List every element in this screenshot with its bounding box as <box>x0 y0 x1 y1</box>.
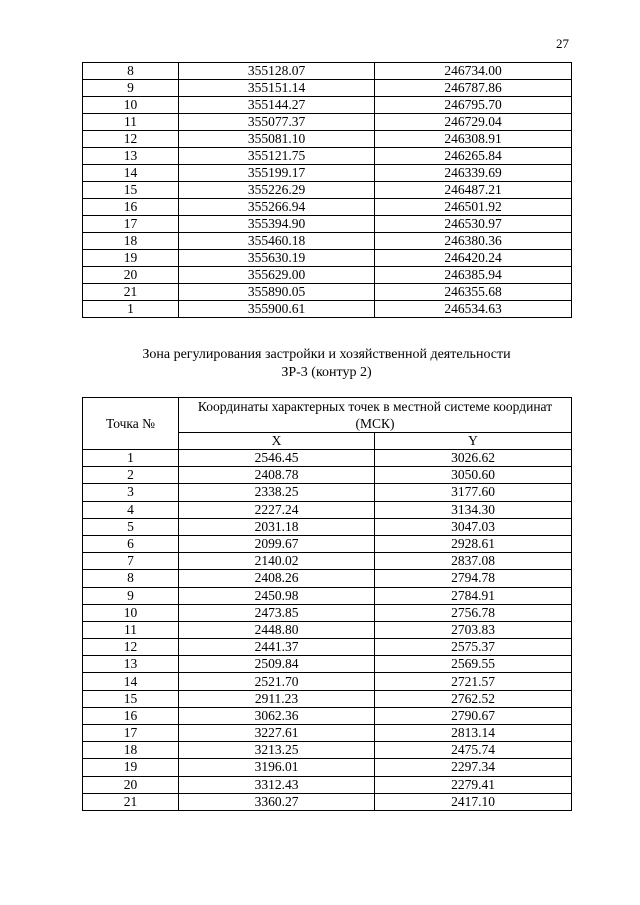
table-row <box>83 97 572 114</box>
cell-y: 2762.52 <box>375 690 572 707</box>
cell-y: 3047.03 <box>375 518 572 535</box>
cell-x: 3312.43 <box>179 776 375 793</box>
cell-point-number: 6 <box>83 535 179 552</box>
cell-point-number: 19 <box>83 250 179 267</box>
table-row <box>83 250 572 267</box>
cell-x: 2509.84 <box>179 656 375 673</box>
table-row <box>83 570 572 587</box>
table1-body <box>83 63 572 318</box>
table-row <box>83 776 572 793</box>
table-row <box>83 450 572 467</box>
cell-y: 246534.63 <box>375 301 572 318</box>
zone-caption <box>82 346 571 382</box>
cell-y: 2417.10 <box>375 793 572 810</box>
cell-y: 246530.97 <box>375 216 572 233</box>
cell-point-number: 10 <box>83 97 179 114</box>
coordinates-table-zr3-contour2 <box>82 397 572 811</box>
table-row <box>83 199 572 216</box>
cell-x: 2450.98 <box>179 587 375 604</box>
cell-point-number: 14 <box>83 673 179 690</box>
cell-x: 3062.36 <box>179 707 375 724</box>
cell-x: 3360.27 <box>179 793 375 810</box>
cell-y: 246308.91 <box>375 131 572 148</box>
cell-x: 2911.23 <box>179 690 375 707</box>
cell-point-number: 9 <box>83 80 179 97</box>
table-row <box>83 656 572 673</box>
table-row <box>83 707 572 724</box>
table-row <box>83 484 572 501</box>
cell-x: 355460.18 <box>179 233 375 250</box>
cell-y: 2575.37 <box>375 639 572 656</box>
cell-x: 2338.25 <box>179 484 375 501</box>
cell-x: 355629.00 <box>179 267 375 284</box>
cell-point-number: 8 <box>83 570 179 587</box>
table-row <box>83 518 572 535</box>
table-row <box>83 267 572 284</box>
caption-line-2: ЗР-3 (контур 2) <box>281 365 372 380</box>
cell-x: 355144.27 <box>179 97 375 114</box>
cell-point-number: 4 <box>83 501 179 518</box>
cell-x: 355199.17 <box>179 165 375 182</box>
table2-header <box>83 398 572 450</box>
cell-x: 2521.70 <box>179 673 375 690</box>
cell-point-number: 15 <box>83 182 179 199</box>
cell-x: 2099.67 <box>179 535 375 552</box>
table-row <box>83 793 572 810</box>
cell-y: 246487.21 <box>375 182 572 199</box>
cell-x: 355077.37 <box>179 114 375 131</box>
caption-line-1: Зона регулирования застройки и хозяйственной деятельности <box>142 347 511 362</box>
cell-point-number: 8 <box>83 63 179 80</box>
cell-x: 2408.78 <box>179 467 375 484</box>
cell-x: 355121.75 <box>179 148 375 165</box>
cell-point-number: 21 <box>83 284 179 301</box>
cell-point-number: 12 <box>83 639 179 656</box>
cell-y: 2756.78 <box>375 604 572 621</box>
cell-y: 2784.91 <box>375 587 572 604</box>
cell-y: 246420.24 <box>375 250 572 267</box>
cell-y: 246380.36 <box>375 233 572 250</box>
table-row <box>83 604 572 621</box>
table-row <box>83 63 572 80</box>
cell-y: 2813.14 <box>375 725 572 742</box>
table-row <box>83 587 572 604</box>
cell-x: 355394.90 <box>179 216 375 233</box>
cell-x: 355226.29 <box>179 182 375 199</box>
cell-point-number: 11 <box>83 621 179 638</box>
cell-x: 2546.45 <box>179 450 375 467</box>
table-row <box>83 284 572 301</box>
cell-point-number: 15 <box>83 690 179 707</box>
table-row <box>83 114 572 131</box>
cell-y: 246795.70 <box>375 97 572 114</box>
cell-y: 3177.60 <box>375 484 572 501</box>
cell-point-number: 18 <box>83 742 179 759</box>
cell-x: 355266.94 <box>179 199 375 216</box>
cell-y: 246787.86 <box>375 80 572 97</box>
header-coordinates: Координаты характерных точек в местной системе координат (МСК) <box>179 398 572 433</box>
cell-x: 355151.14 <box>179 80 375 97</box>
cell-x: 3196.01 <box>179 759 375 776</box>
cell-y: 3026.62 <box>375 450 572 467</box>
table-row <box>83 182 572 199</box>
cell-point-number: 1 <box>83 450 179 467</box>
cell-point-number: 9 <box>83 587 179 604</box>
cell-y: 246265.84 <box>375 148 572 165</box>
cell-point-number: 1 <box>83 301 179 318</box>
cell-point-number: 21 <box>83 793 179 810</box>
cell-y: 2569.55 <box>375 656 572 673</box>
cell-x: 2448.80 <box>179 621 375 638</box>
cell-x: 355081.10 <box>179 131 375 148</box>
cell-y: 2475.74 <box>375 742 572 759</box>
header-y: Y <box>375 433 572 450</box>
table-row <box>83 80 572 97</box>
table-row <box>83 301 572 318</box>
cell-point-number: 13 <box>83 656 179 673</box>
cell-y: 246385.94 <box>375 267 572 284</box>
cell-point-number: 16 <box>83 199 179 216</box>
table-row <box>83 233 572 250</box>
cell-y: 246355.68 <box>375 284 572 301</box>
cell-point-number: 5 <box>83 518 179 535</box>
cell-x: 2408.26 <box>179 570 375 587</box>
cell-point-number: 16 <box>83 707 179 724</box>
table-row <box>83 535 572 552</box>
cell-x: 2031.18 <box>179 518 375 535</box>
cell-point-number: 20 <box>83 776 179 793</box>
cell-point-number: 2 <box>83 467 179 484</box>
table-row <box>83 690 572 707</box>
cell-y: 2928.61 <box>375 535 572 552</box>
cell-y: 2297.34 <box>375 759 572 776</box>
table-row <box>83 621 572 638</box>
cell-y: 246734.00 <box>375 63 572 80</box>
cell-x: 2227.24 <box>179 501 375 518</box>
cell-y: 246729.04 <box>375 114 572 131</box>
table-row <box>83 553 572 570</box>
cell-point-number: 11 <box>83 114 179 131</box>
table-row <box>83 759 572 776</box>
table-row <box>83 639 572 656</box>
cell-x: 2473.85 <box>179 604 375 621</box>
table-row <box>83 501 572 518</box>
header-point-number: Точка № <box>83 398 179 450</box>
cell-y: 2790.67 <box>375 707 572 724</box>
cell-point-number: 7 <box>83 553 179 570</box>
cell-x: 2140.02 <box>179 553 375 570</box>
cell-x: 3213.25 <box>179 742 375 759</box>
cell-point-number: 18 <box>83 233 179 250</box>
table2-body <box>83 450 572 811</box>
cell-x: 2441.37 <box>179 639 375 656</box>
header-x: X <box>179 433 375 450</box>
table-row <box>83 742 572 759</box>
table-row <box>83 148 572 165</box>
cell-point-number: 17 <box>83 725 179 742</box>
cell-y: 2279.41 <box>375 776 572 793</box>
table-row <box>83 673 572 690</box>
cell-y: 2703.83 <box>375 621 572 638</box>
cell-point-number: 17 <box>83 216 179 233</box>
cell-point-number: 10 <box>83 604 179 621</box>
table-row <box>83 131 572 148</box>
page-number: 27 <box>556 36 569 51</box>
table-row <box>83 216 572 233</box>
cell-x: 355128.07 <box>179 63 375 80</box>
cell-point-number: 12 <box>83 131 179 148</box>
cell-point-number: 13 <box>83 148 179 165</box>
cell-point-number: 19 <box>83 759 179 776</box>
coordinates-table-continued <box>82 62 572 318</box>
cell-y: 246501.92 <box>375 199 572 216</box>
cell-x: 355900.61 <box>179 301 375 318</box>
cell-y: 2794.78 <box>375 570 572 587</box>
cell-point-number: 3 <box>83 484 179 501</box>
cell-x: 3227.61 <box>179 725 375 742</box>
cell-y: 3050.60 <box>375 467 572 484</box>
cell-y: 246339.69 <box>375 165 572 182</box>
table-row <box>83 725 572 742</box>
cell-x: 355630.19 <box>179 250 375 267</box>
cell-x: 355890.05 <box>179 284 375 301</box>
cell-point-number: 20 <box>83 267 179 284</box>
cell-y: 2721.57 <box>375 673 572 690</box>
table-row <box>83 467 572 484</box>
cell-y: 3134.30 <box>375 501 572 518</box>
table-row <box>83 165 572 182</box>
cell-point-number: 14 <box>83 165 179 182</box>
table2-header-row-1 <box>83 398 572 433</box>
cell-y: 2837.08 <box>375 553 572 570</box>
